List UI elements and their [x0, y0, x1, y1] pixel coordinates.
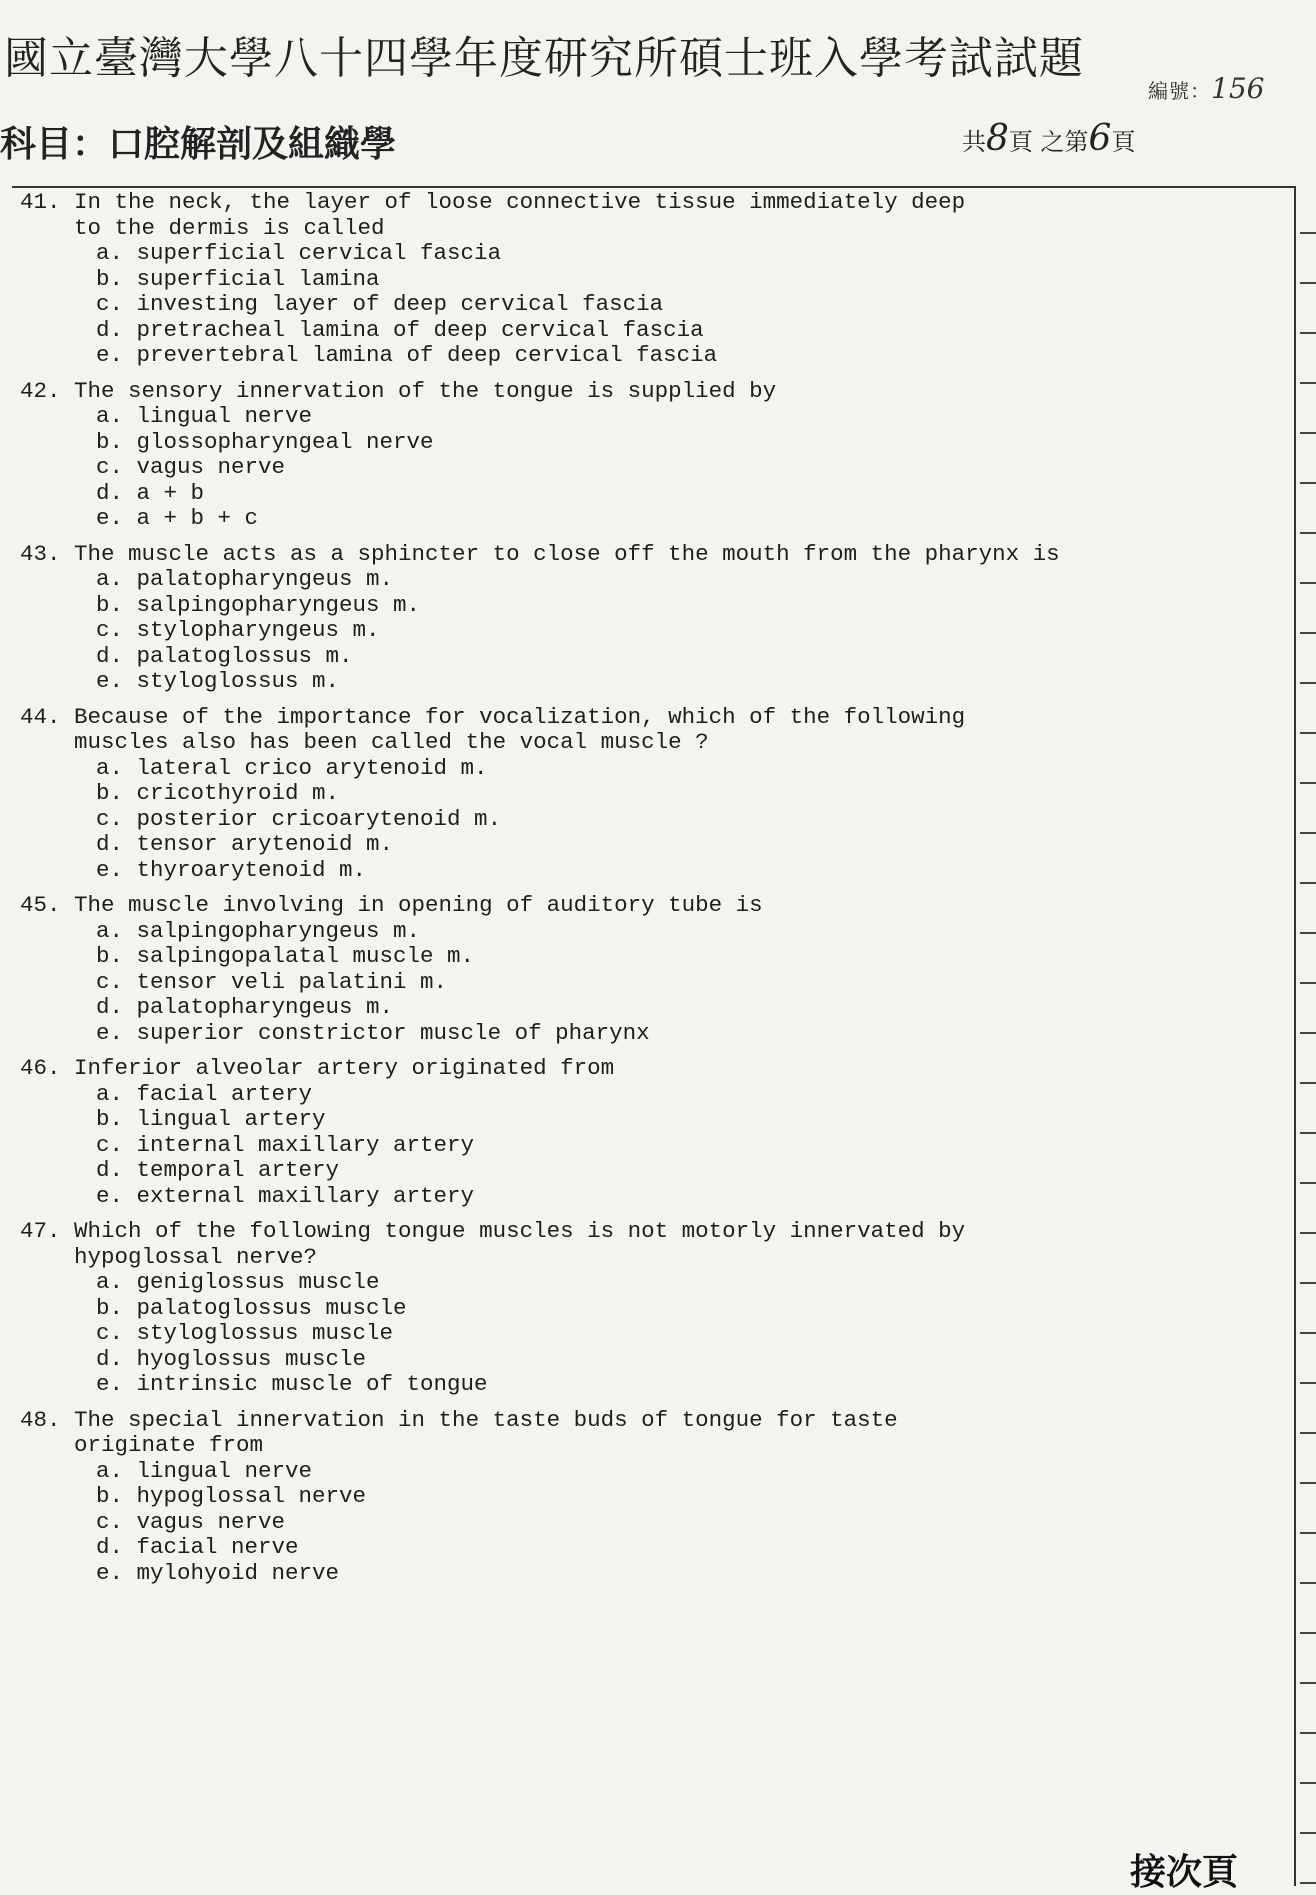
- answer-option: d. hyoglossus muscle: [96, 1345, 367, 1372]
- margin-tick: [1300, 1182, 1316, 1184]
- question-number: 46.: [20, 1055, 61, 1081]
- serial-label: 編號：: [1148, 79, 1211, 103]
- question-text: Inferior alveolar artery originated from: [74, 1055, 615, 1081]
- answer-option: d. palatoglossus m.: [96, 642, 353, 669]
- margin-tick: [1300, 932, 1316, 934]
- answer-option: d. pretracheal lamina of deep cervical fascia: [96, 316, 704, 343]
- margin-tick: [1300, 1082, 1316, 1084]
- answer-option: c. investing layer of deep cervical fascia: [96, 291, 664, 317]
- question-number: 43.: [20, 540, 61, 567]
- margin-tick: [1300, 1032, 1316, 1034]
- answer-option: a. palatopharyngeus m.: [96, 566, 394, 592]
- answer-option: a. facial artery: [96, 1080, 313, 1107]
- subject-title: 科目：口腔解剖及組織學: [0, 124, 397, 165]
- answer-option: c. stylopharyngeus m.: [96, 617, 380, 643]
- margin-tick: [1300, 1232, 1316, 1234]
- answer-option: e. intrinsic muscle of tongue: [96, 1371, 488, 1397]
- question-stem: [20, 705, 1260, 756]
- question-stem: [20, 542, 1260, 568]
- margin-tick: [1300, 232, 1316, 234]
- margin-tick: [1300, 1632, 1316, 1634]
- margin-tick: [1300, 782, 1316, 784]
- question-text: The sensory innervation of the tongue is supplied by: [74, 377, 777, 404]
- question-text: The muscle acts as a sphincter to close off the mouth from the pharynx is: [74, 540, 1060, 567]
- answer-option: b. glossopharyngeal nerve: [96, 428, 434, 455]
- answer-option: e. a + b + c: [96, 505, 259, 531]
- answer-option: c. vagus nerve: [96, 1508, 286, 1535]
- question-number: 45.: [20, 892, 61, 918]
- question-number: 44.: [20, 703, 61, 730]
- question-text: In the neck, the layer of loose connective tissue immediately deep to the dermis is called: [74, 189, 966, 241]
- answer-option: a. lingual nerve: [96, 403, 313, 429]
- answer-option: c. vagus nerve: [96, 454, 286, 480]
- question-list: [20, 190, 1260, 1596]
- answer-option: d. tensor arytenoid m.: [96, 831, 394, 857]
- question-item: [20, 1056, 1260, 1209]
- next-page-note: 接次頁: [1130, 1851, 1239, 1893]
- margin-tick: [1300, 1582, 1316, 1584]
- margin-tick: [1300, 1882, 1316, 1884]
- question-stem: [20, 1219, 1260, 1270]
- margin-tick: [1300, 1282, 1316, 1284]
- answer-option: d. temporal artery: [96, 1157, 340, 1183]
- margin-tick: [1300, 1132, 1316, 1134]
- answer-option: d. palatopharyngeus m.: [96, 994, 394, 1020]
- answer-option: a. salpingopharyngeus m.: [96, 917, 421, 944]
- answer-option: e. styloglossus m.: [96, 668, 340, 694]
- margin-tick: [1300, 632, 1316, 634]
- answer-option: a. lateral crico arytenoid m.: [96, 754, 488, 781]
- answer-option: c. internal maxillary artery: [96, 1131, 475, 1158]
- question-item: [20, 705, 1260, 884]
- answer-option: e. superior constrictor muscle of pharynx: [96, 1019, 650, 1046]
- answer-option: c. tensor veli palatini m.: [96, 968, 448, 995]
- question-number: 48.: [20, 1406, 61, 1433]
- question-item: [20, 1219, 1260, 1398]
- answer-option: b. hypoglossal nerve: [96, 1483, 367, 1509]
- question-text: The muscle involving in opening of auditory tube is: [74, 892, 763, 918]
- margin-tick: [1300, 832, 1316, 834]
- margin-tick: [1300, 1682, 1316, 1684]
- page-mid: 頁 之第: [1008, 128, 1089, 156]
- answer-option: d. facial nerve: [96, 1534, 299, 1560]
- margin-tick: [1300, 332, 1316, 334]
- answer-option: e. prevertebral lamina of deep cervical fascia: [96, 342, 718, 368]
- margin-tick: [1300, 1332, 1316, 1334]
- page-indicator: [962, 118, 1135, 159]
- answer-option: c. styloglossus muscle: [96, 1320, 394, 1346]
- serial-value: 156: [1211, 72, 1265, 105]
- margin-tick: [1300, 1432, 1316, 1434]
- answer-option: b. salpingopalatal muscle m.: [96, 943, 475, 969]
- question-stem: [20, 893, 1260, 919]
- answer-option: c. posterior cricoarytenoid m.: [96, 805, 502, 832]
- question-text: The special innervation in the taste buds of tongue for taste originate from: [74, 1406, 898, 1458]
- margin-tick: [1300, 732, 1316, 734]
- margin-tick: [1300, 582, 1316, 584]
- margin-tick: [1300, 1482, 1316, 1484]
- question-item: [20, 1408, 1260, 1587]
- page-total: 8: [986, 118, 1009, 159]
- page-prefix: 共: [962, 128, 986, 156]
- answer-option: b. lingual artery: [96, 1106, 326, 1132]
- answer-option: b. palatoglossus muscle: [96, 1294, 407, 1321]
- question-item: [20, 190, 1260, 369]
- answer-option: b. superficial lamina: [96, 265, 380, 292]
- answer-option: a. geniglossus muscle: [96, 1269, 380, 1295]
- margin-tick: [1300, 482, 1316, 484]
- margin-tick: [1300, 1832, 1316, 1834]
- margin-tick: [1300, 432, 1316, 434]
- exam-title: 國立臺灣大學八十四學年度研究所碩士班入學考試試題: [4, 33, 1084, 84]
- question-stem: [20, 190, 1260, 241]
- question-number: 47.: [20, 1218, 61, 1244]
- margin-tick: [1300, 1382, 1316, 1384]
- margin-tick: [1300, 1532, 1316, 1534]
- answer-option: e. external maxillary artery: [96, 1182, 475, 1209]
- answer-option: b. cricothyroid m.: [96, 780, 340, 806]
- answer-option: e. mylohyoid nerve: [96, 1559, 340, 1586]
- question-text: Because of the importance for vocalization, which of the following muscles also has been called the vocal muscle ?: [74, 703, 966, 755]
- margin-tick: [1300, 382, 1316, 384]
- margin-tick: [1300, 982, 1316, 984]
- question-item: [20, 893, 1260, 1046]
- question-item: [20, 542, 1260, 695]
- question-item: [20, 379, 1260, 532]
- question-stem: [20, 379, 1260, 405]
- answer-option: a. lingual nerve: [96, 1457, 313, 1484]
- margin-tick: [1300, 682, 1316, 684]
- margin-tick: [1300, 282, 1316, 284]
- question-stem: [20, 1056, 1260, 1082]
- page-current: 6: [1088, 118, 1112, 159]
- serial-number: [1148, 72, 1264, 105]
- question-number: 42.: [20, 377, 61, 404]
- answer-option: b. salpingopharyngeus m.: [96, 591, 421, 618]
- question-number: 41.: [20, 189, 61, 215]
- margin-tick: [1300, 1782, 1316, 1784]
- margin-tick: [1300, 882, 1316, 884]
- question-text: Which of the following tongue muscles is not motorly innervated by hypoglossal nerve?: [74, 1218, 966, 1270]
- margin-tick: [1300, 1732, 1316, 1734]
- answer-option: e. thyroarytenoid m.: [96, 856, 367, 883]
- margin-tick: [1300, 532, 1316, 534]
- answer-option: a. superficial cervical fascia: [96, 240, 502, 266]
- question-stem: [20, 1408, 1260, 1459]
- answer-option: d. a + b: [96, 479, 205, 506]
- page-suffix: 頁: [1111, 128, 1136, 156]
